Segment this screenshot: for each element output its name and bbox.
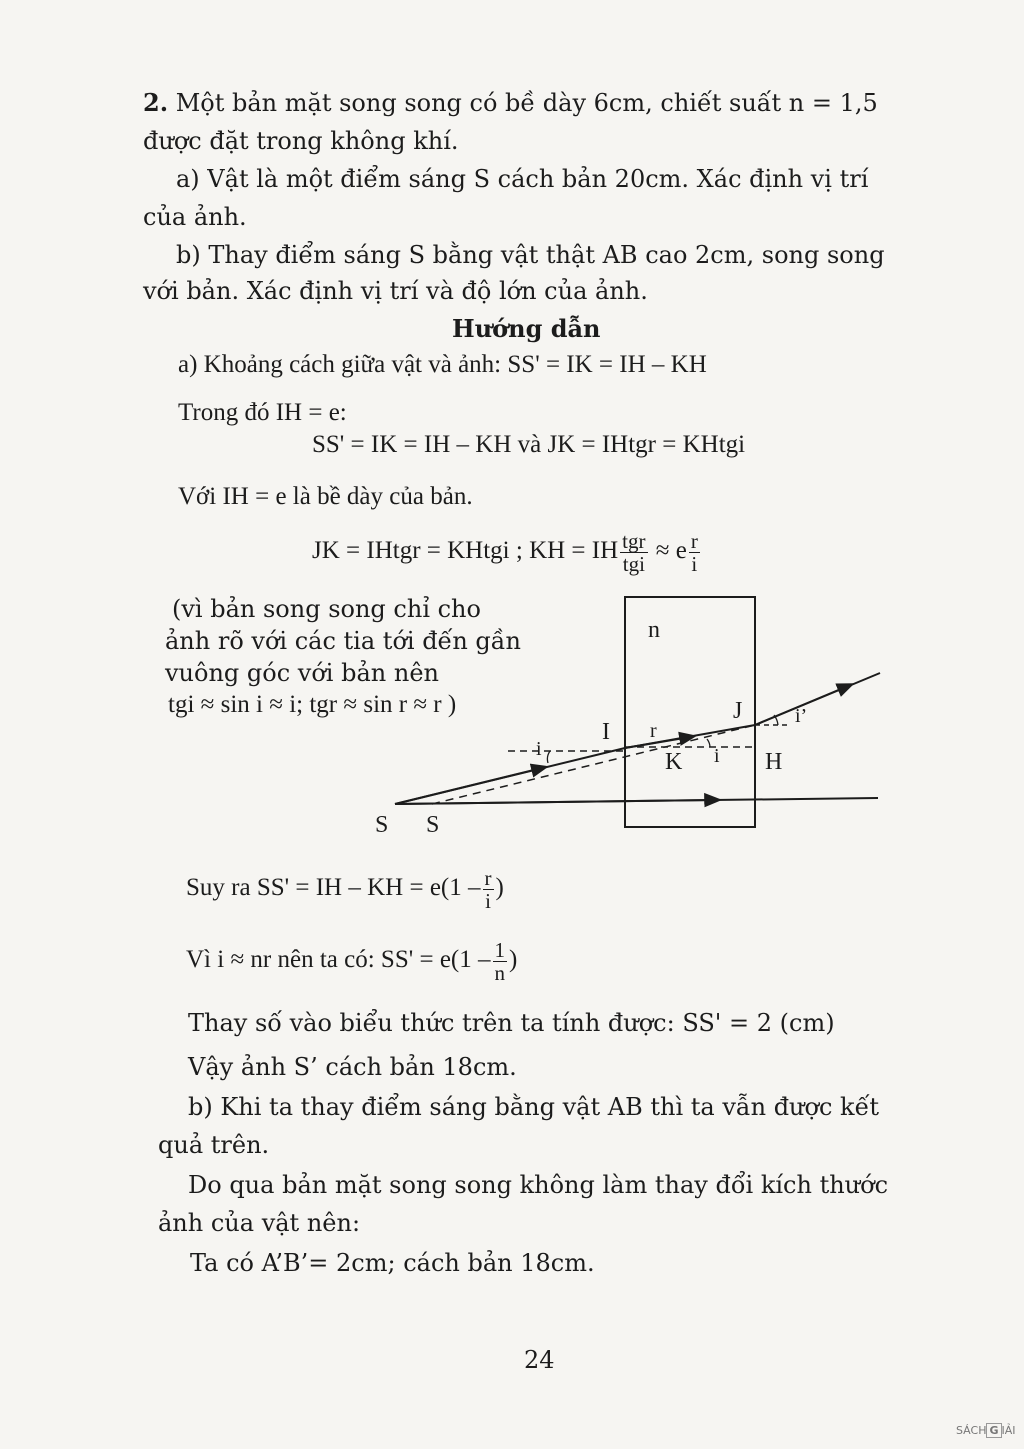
note-line-3: vuông góc với bản nên bbox=[165, 659, 439, 687]
guide-line-5-mid: ≈ e bbox=[655, 537, 687, 564]
watermark-box: G bbox=[986, 1423, 1001, 1438]
guide-line-2: Trong đó IH = e: bbox=[178, 399, 347, 426]
label-i-prime: i’ bbox=[795, 705, 808, 727]
watermark-logo bbox=[956, 1423, 1016, 1438]
fraction-r-over-i bbox=[483, 867, 494, 912]
note-line-1: (vì bản song song chỉ cho bbox=[172, 595, 481, 623]
label-i-left: i bbox=[536, 738, 542, 760]
problem-line-2: được đặt trong không khí. bbox=[143, 127, 459, 155]
guide-line-1: a) Khoảng cách giữa vật và ảnh: SS' = IK = IH – KH bbox=[178, 351, 707, 378]
guide-heading: Hướng dẫn bbox=[452, 314, 601, 343]
fraction-numerator: r bbox=[484, 865, 492, 890]
axis-arrow bbox=[395, 800, 715, 804]
fraction-r-i bbox=[689, 530, 700, 575]
problem-a-line-1: a) Vật là một điểm sáng S cách bản 20cm. Xác định vị trí bbox=[176, 165, 869, 193]
result-thay-so: Thay số vào biểu thức trên ta tính được: SS' = 2 (cm) bbox=[188, 1009, 835, 1037]
refracted-arrow bbox=[625, 737, 690, 748]
incident-arrow bbox=[395, 768, 542, 804]
fraction-1-over-n bbox=[493, 939, 508, 984]
ta-co-line: Ta có A’B’= 2cm; cách bản 18cm. bbox=[190, 1249, 595, 1277]
problem-line-1 bbox=[143, 88, 878, 118]
do-qua-line-2: ảnh của vật nên: bbox=[158, 1209, 361, 1237]
label-n: n bbox=[648, 617, 660, 643]
result-vi-i-left: Vì i ≈ nr nên ta có: SS' = e(1 – bbox=[186, 946, 491, 973]
fraction-tgr-tgi bbox=[620, 530, 647, 575]
fraction-denominator: i bbox=[691, 551, 698, 576]
guide-line-3: SS' = IK = IH – KH và JK = IHtgr = KHtgi bbox=[312, 431, 746, 458]
label-S-image: S bbox=[426, 812, 440, 838]
label-r: r bbox=[650, 720, 657, 742]
problem-b-line-2: với bản. Xác định vị trí và độ lớn của ảnh. bbox=[143, 277, 648, 305]
label-i-bottom: i bbox=[714, 745, 720, 767]
label-J: J bbox=[733, 698, 743, 724]
result-suy-ra-right: ) bbox=[495, 874, 504, 901]
note-line-4: tgi ≈ sin i ≈ i; tgr ≈ sin r ≈ r ) bbox=[168, 691, 457, 718]
problem-number: 2. bbox=[143, 88, 169, 117]
label-I: I bbox=[602, 719, 610, 745]
problem-b-line-1: b) Thay điểm sáng S bằng vật thật AB cao 2cm, song song bbox=[176, 241, 885, 269]
part-b-line-1: b) Khi ta thay điểm sáng bằng vật AB thì ta vẫn được kết bbox=[188, 1093, 879, 1121]
guide-line-5 bbox=[312, 526, 702, 576]
label-K: K bbox=[665, 749, 683, 775]
virtual-ray-dashed bbox=[432, 725, 755, 804]
result-suy-ra-left: Suy ra SS' = IH – KH = e(1 – bbox=[186, 874, 481, 901]
fraction-numerator: 1 bbox=[494, 937, 506, 962]
result-vi-i bbox=[186, 932, 517, 988]
result-suy-ra bbox=[186, 860, 504, 916]
angle-arc-inside bbox=[707, 739, 710, 747]
part-b-line-2: quả trên. bbox=[158, 1131, 270, 1159]
refraction-diagram bbox=[360, 585, 900, 845]
problem-intro: Một bản mặt song song có bề dày 6cm, chiết suất n = 1,5 bbox=[175, 89, 878, 117]
page-number: 24 bbox=[524, 1346, 555, 1374]
problem-a-line-2: của ảnh. bbox=[143, 203, 247, 231]
angle-arc-incident bbox=[547, 751, 550, 763]
fraction-numerator: tgr bbox=[622, 528, 646, 553]
result-vay: Vậy ảnh S’ cách bản 18cm. bbox=[188, 1053, 517, 1081]
fraction-denominator: tgi bbox=[622, 551, 645, 576]
guide-line-4: Với IH = e là bề dày của bản. bbox=[178, 483, 473, 510]
label-S-object: S bbox=[375, 812, 389, 838]
watermark-text: SÁCH bbox=[956, 1424, 987, 1437]
note-line-2: ảnh rõ với các tia tới đến gần bbox=[165, 627, 521, 655]
watermark-suffix: IẢI bbox=[1001, 1424, 1016, 1437]
fraction-numerator: r bbox=[690, 528, 698, 553]
fraction-denominator: i bbox=[485, 888, 491, 913]
do-qua-line-1: Do qua bản mặt song song không làm thay đổi kích thước bbox=[188, 1171, 889, 1199]
guide-line-5-left: JK = IHtgr = KHtgi ; KH = IH bbox=[312, 537, 619, 564]
result-vi-i-right: ) bbox=[509, 946, 518, 973]
label-H: H bbox=[765, 749, 783, 775]
fraction-denominator: n bbox=[494, 960, 506, 985]
